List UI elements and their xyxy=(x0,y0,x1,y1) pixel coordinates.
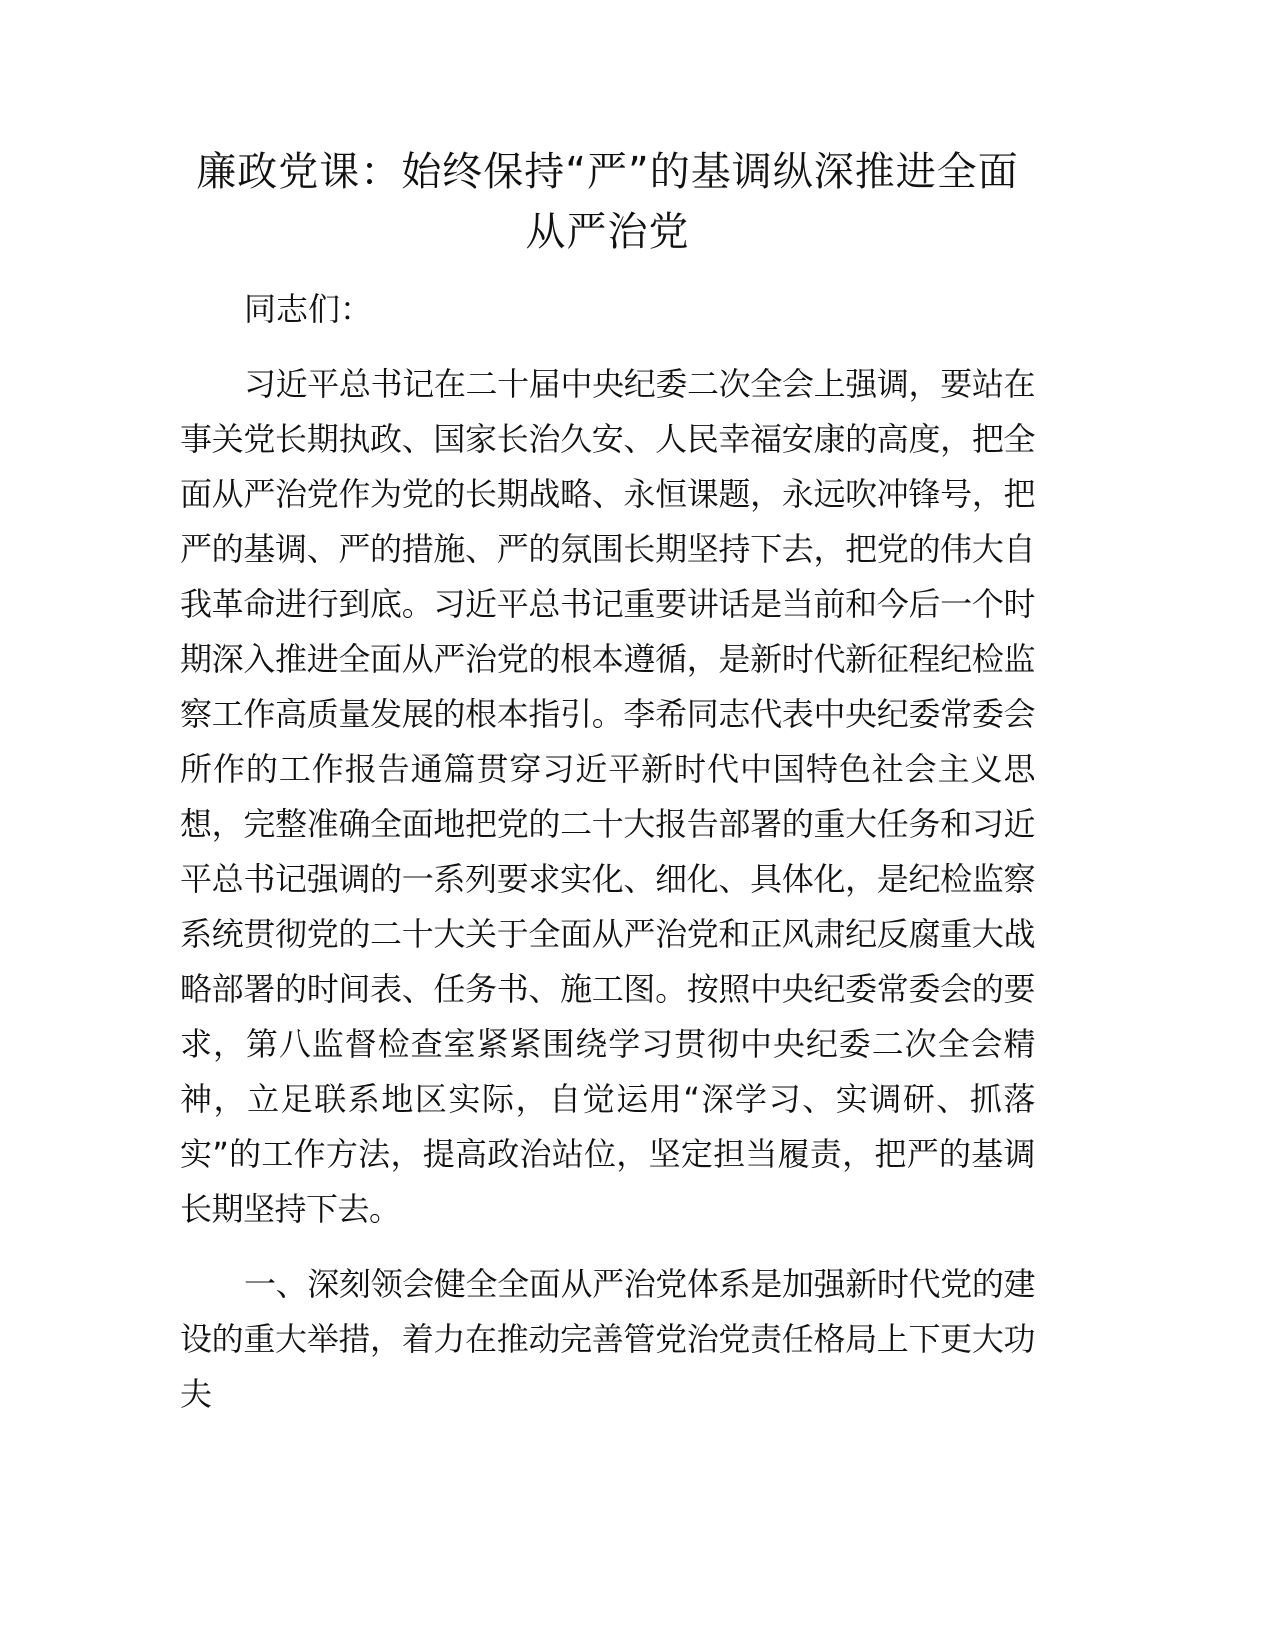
document-body xyxy=(180,142,1035,1422)
document-title: 廉政党课：始终保持“严”的基调纵深推进全面从严治党 xyxy=(196,149,1019,255)
section-heading: 一、深刻领会健全全面从严治党体系是加强新时代党的建设的重大举措，着力在推动完善管党治党责任格局上下更大功夫 xyxy=(180,1265,1035,1413)
body-paragraph: 习近平总书记在二十届中央纪委二次全会上强调，要站在事关党长期执政、国家长治久安、人民幸福安康的高度，把全面从严治党作为党的长期战略、永恒课题，永远吹冲锋号，把严的基调、严的措施、严的氛围长期坚持下去，把党的伟大自我革命进行到底。习近平总书记重要讲话是当前和今后一个时期深入推进全面从严治党的根本遵循，是新时代新征程纪检监察工作高质量发展的根本指引。李希同志代表中央纪委常委会所作的工作报告通篇贯穿习近平新时代中国特色社会主义思想，完整准确全面地把党的二十大报告部署的重大任务和习近平总书记强调的一系列要求实化、细化、具体化，是纪检监察系统贯彻党的二十大关于全面从严治党和正风肃纪反腐重大战略部署的时间表、任务书、施工图。按照中央纪委常委会的要求，第八监督检查室紧紧围绕学习贯彻中央纪委二次全会精神，立足联系地区实际，自觉运用“深学习、实调研、抓落实”的工作方法，提高政治站位，坚定担当履责，把严的基调长期坚持下去。 xyxy=(180,365,1035,1228)
salutation: 同志们： xyxy=(244,290,373,328)
